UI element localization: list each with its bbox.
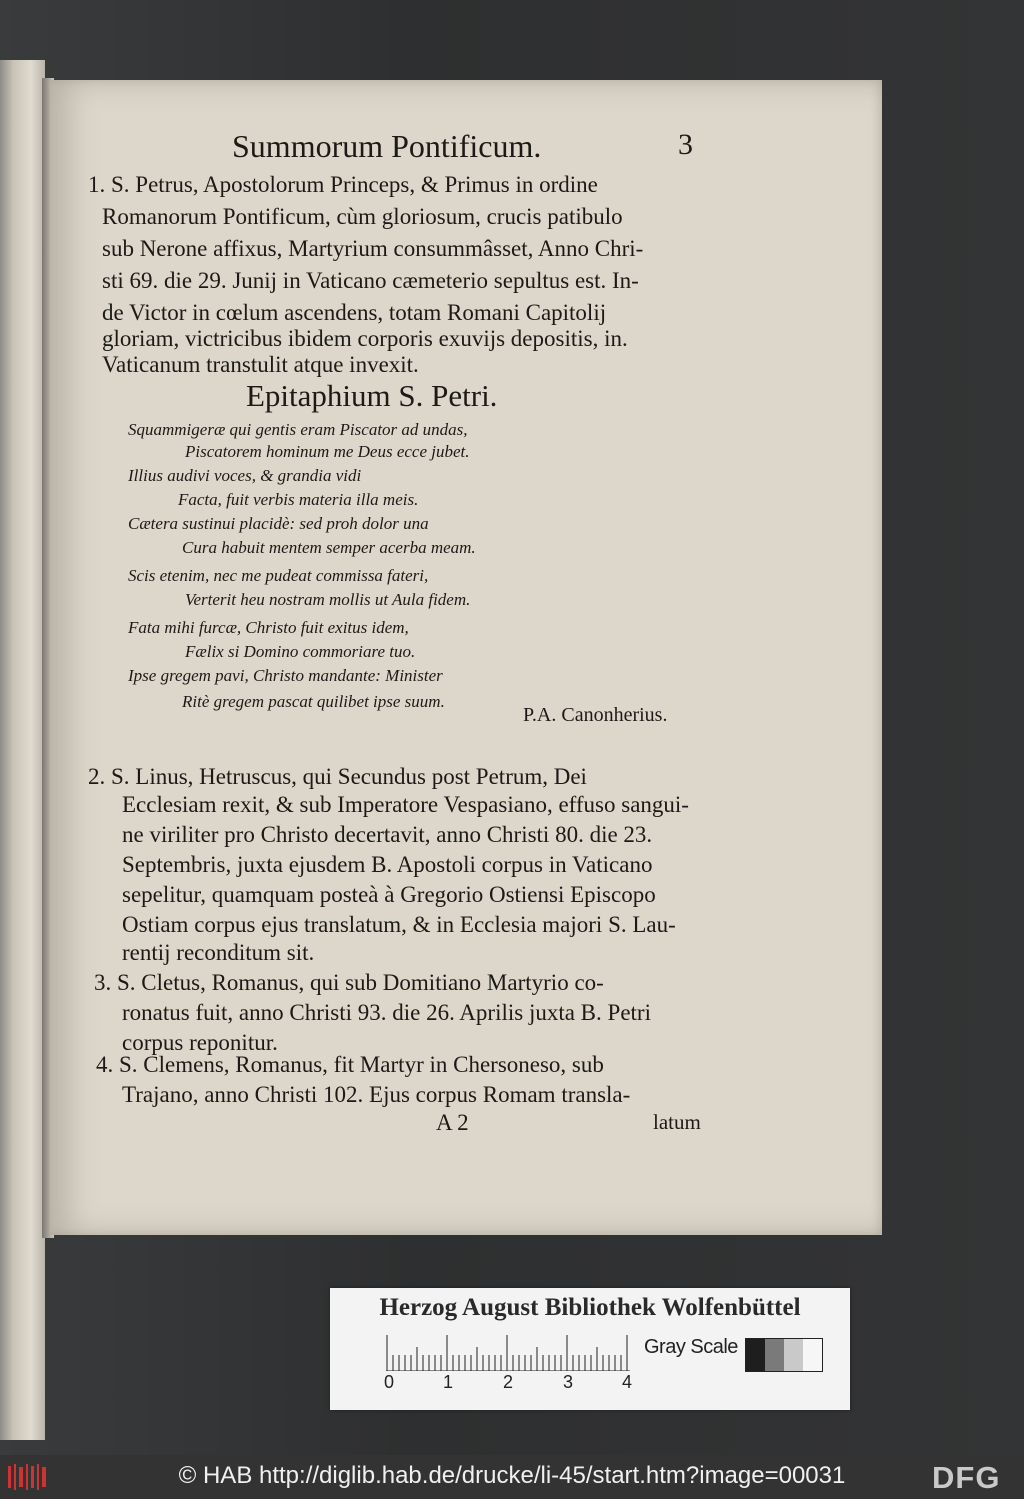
swatch-dark-gray	[765, 1339, 784, 1371]
left-page-stack	[0, 60, 45, 1440]
epitaph-verse: Piscatorem hominum me Deus ecce jubet.	[185, 442, 470, 461]
epitaph-verse: Verterit heu nostram mollis ut Aula fidem.	[185, 590, 471, 609]
catchword: latum	[653, 1110, 701, 1134]
page-number: 3	[678, 128, 693, 161]
para2-line: Ostiam corpus ejus translatum, & in Ecclesia majori S. Lau-	[122, 912, 676, 937]
epitaph-verse: Ritè gregem pascat quilibet ipse suum.	[182, 692, 445, 711]
epitaph-verse: Cætera sustinui placidè: sed proh dolor una	[128, 514, 429, 533]
epitaph-verse: Illius audivi voces, & grandia vidi	[128, 466, 362, 485]
para2-line: rentij reconditum sit.	[122, 940, 315, 965]
running-head: Summorum Pontificum.	[232, 128, 542, 164]
ruler-number: 4	[622, 1372, 633, 1392]
epitaph-verse: Fata mihi furcæ, Christo fuit exitus idem,	[128, 618, 409, 637]
epitaph-verse: Squammigeræ qui gentis eram Piscator ad undas,	[128, 420, 468, 439]
ruler-number: 2	[503, 1372, 514, 1392]
library-name: Herzog August Bibliothek Wolfenbüttel	[379, 1294, 801, 1321]
epitaph-verse: Facta, fuit verbis materia illa meis.	[178, 490, 419, 509]
ruler-ticks	[387, 1335, 627, 1371]
para4-line: Trajano, anno Christi 102. Ejus corpus Romam transla-	[122, 1082, 631, 1107]
dfg-logo: DFG	[932, 1460, 1001, 1495]
epitaph-verse: Cura habuit mentem semper acerba meam.	[182, 538, 476, 557]
para1-line: gloriam, victricibus ibidem corporis exuvijs depositis, in.	[102, 326, 628, 351]
para1-line: sti 69. die 29. Junij in Vaticano cæmeterio sepultus est. In-	[102, 268, 639, 293]
epitaph-verse: Ipse gregem pavi, Christo mandante: Minister	[128, 666, 443, 685]
para1-line: sub Nerone affixus, Martyrium consummâsset, Anno Chri-	[102, 236, 644, 261]
footer-credit: © HAB http://diglib.hab.de/drucke/li-45/start.htm?image=00031	[178, 1462, 846, 1489]
ruler-number: 1	[443, 1372, 454, 1392]
para2-line: sepelitur, quamquam posteà à Gregorio Ostiensi Episcopo	[122, 882, 656, 907]
epitaph-verse: Scis etenim, nec me pudeat commissa fateri,	[128, 566, 429, 585]
para1-line: Romanorum Pontificum, cùm gloriosum, crucis patibulo	[102, 204, 623, 229]
para2-line: ne viriliter pro Christo decertavit, anno Christi 80. die 23.	[122, 822, 653, 847]
para1-line: de Victor in cœlum ascendens, totam Romani Capitolij	[102, 300, 607, 325]
para4-line: 4. S. Clemens, Romanus, fit Martyr in Chersoneso, sub	[96, 1052, 604, 1077]
ruler-number: 0	[384, 1372, 395, 1392]
swatch-white	[803, 1339, 822, 1371]
para3-line: corpus reponitur.	[122, 1030, 278, 1055]
grayscale-label: Gray Scale	[644, 1336, 738, 1358]
para1-line: 1. S. Petrus, Apostolorum Princeps, & Primus in ordine	[88, 172, 598, 197]
swatch-light-gray	[784, 1339, 803, 1371]
para2-line: Septembris, juxta ejusdem B. Apostoli corpus in Vaticano	[122, 852, 653, 877]
signature-mark: A 2	[436, 1110, 469, 1135]
para1-line: Vaticanum transtulit atque invexit.	[102, 352, 419, 377]
para3-line: 3. S. Cletus, Romanus, qui sub Domitiano Martyrio co-	[94, 970, 604, 995]
epitaph-verse: Fælix si Domino commoriare tuo.	[185, 642, 416, 661]
para2-line: 2. S. Linus, Hetruscus, qui Secundus post Petrum, Dei	[88, 764, 587, 789]
scale-ruler	[386, 1335, 630, 1371]
para2-line: Ecclesiam rexit, & sub Imperatore Vespasiano, effuso sangui-	[122, 792, 689, 817]
para3-line: ronatus fuit, anno Christi 93. die 26. Aprilis juxta B. Petri	[122, 1000, 651, 1025]
epitaph-title: Epitaphium S. Petri.	[246, 378, 498, 413]
grayscale-swatches	[745, 1338, 823, 1372]
ruler-number: 3	[563, 1372, 574, 1392]
swatch-black	[746, 1339, 765, 1371]
epitaph-signature: P.A. Canonherius.	[523, 704, 668, 726]
